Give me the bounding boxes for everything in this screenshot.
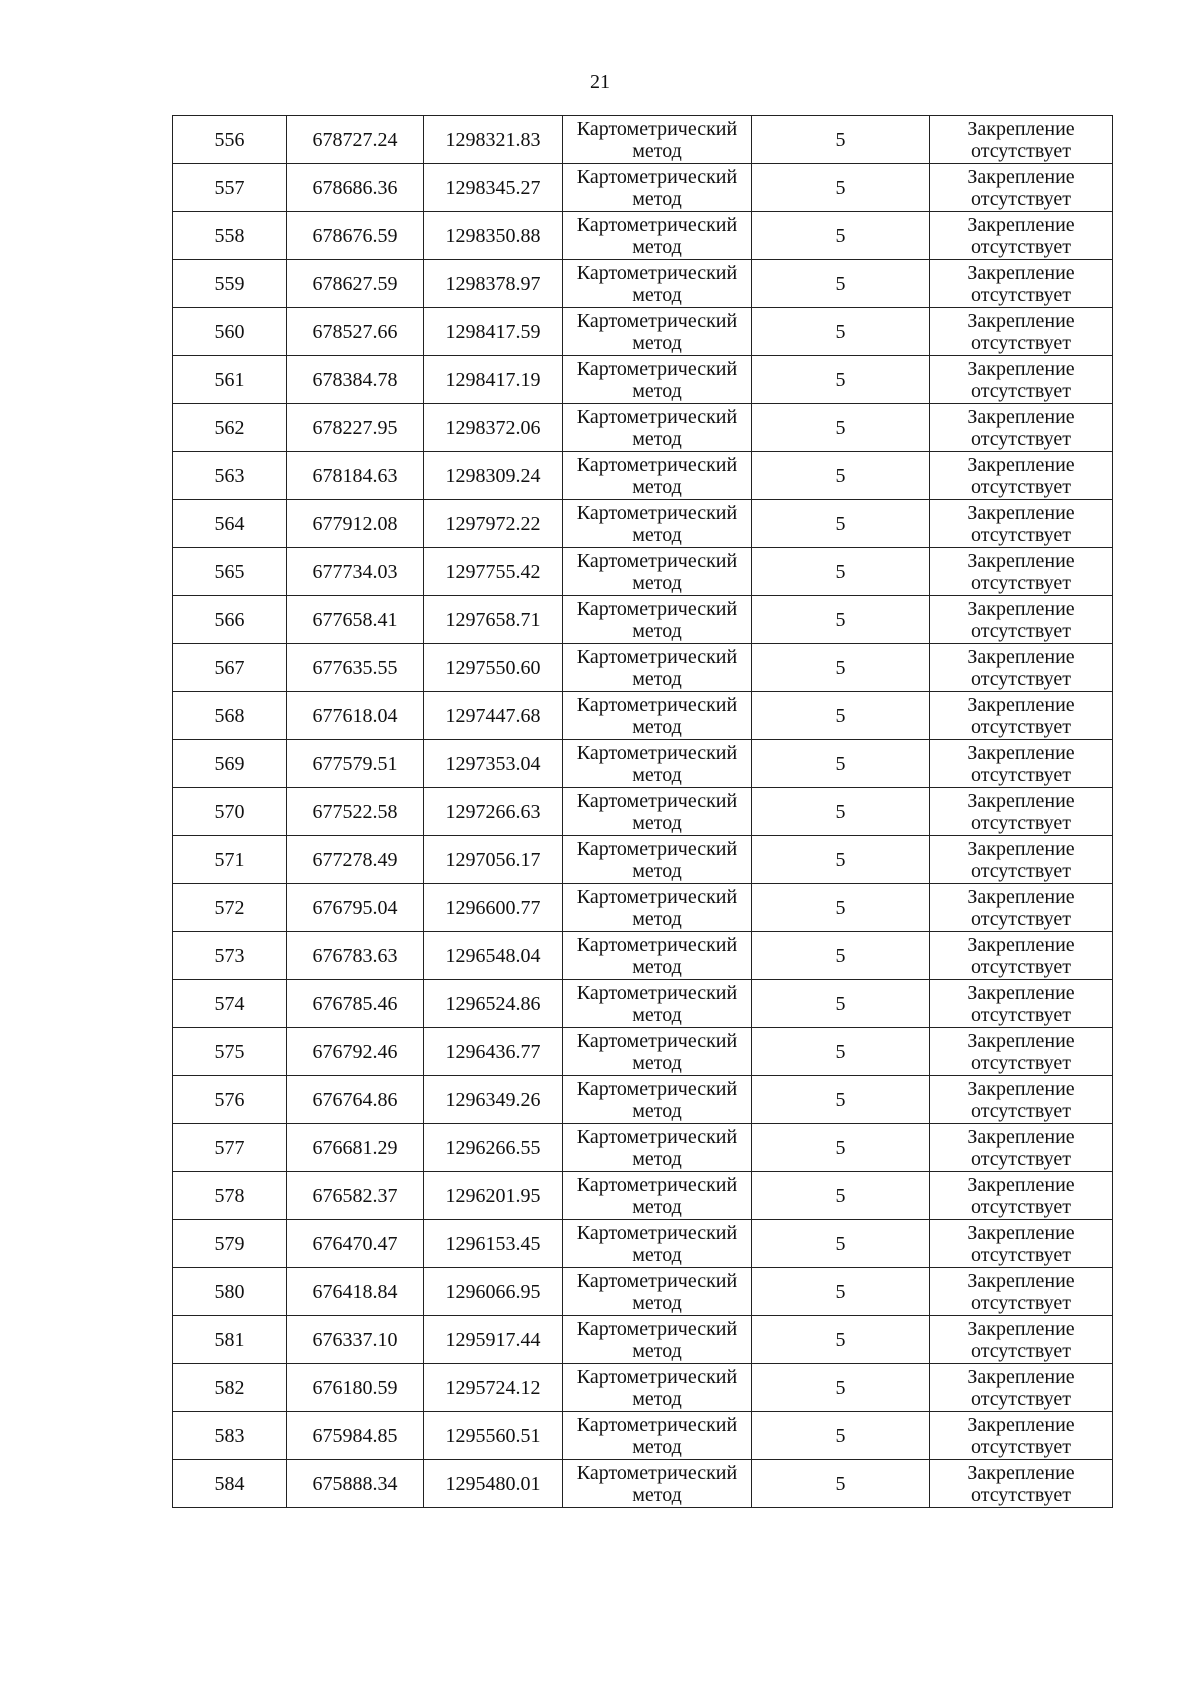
table-row: [173, 260, 1113, 308]
fixing-cell: Закрепление отсутствует: [930, 1460, 1113, 1508]
fixing-cell: Закрепление отсутствует: [930, 1268, 1113, 1316]
point-number-cell: 582: [173, 1364, 287, 1412]
fixing-cell: Закрепление отсутствует: [930, 500, 1113, 548]
x-coordinate-cell: 677734.03: [287, 548, 424, 596]
x-coordinate-cell: 678527.66: [287, 308, 424, 356]
fixing-cell: Закрепление отсутствует: [930, 788, 1113, 836]
y-coordinate-cell: 1298321.83: [424, 116, 563, 164]
table-row: [173, 692, 1113, 740]
table-row: [173, 1028, 1113, 1076]
table-row: [173, 1364, 1113, 1412]
fixing-cell: Закрепление отсутствует: [930, 1172, 1113, 1220]
y-coordinate-cell: 1297972.22: [424, 500, 563, 548]
point-number-cell: 569: [173, 740, 287, 788]
precision-cell: 5: [752, 356, 930, 404]
method-cell: Картометрический метод: [563, 1364, 752, 1412]
point-number-cell: 572: [173, 884, 287, 932]
fixing-cell: Закрепление отсутствует: [930, 596, 1113, 644]
method-cell: Картометрический метод: [563, 260, 752, 308]
precision-cell: 5: [752, 1460, 930, 1508]
fixing-cell: Закрепление отсутствует: [930, 644, 1113, 692]
method-cell: Картометрический метод: [563, 1268, 752, 1316]
precision-cell: 5: [752, 1268, 930, 1316]
precision-cell: 5: [752, 404, 930, 452]
fixing-cell: Закрепление отсутствует: [930, 980, 1113, 1028]
y-coordinate-cell: 1297658.71: [424, 596, 563, 644]
point-number-cell: 568: [173, 692, 287, 740]
table-row: [173, 980, 1113, 1028]
coordinates-table-body: [173, 116, 1113, 1508]
point-number-cell: 564: [173, 500, 287, 548]
x-coordinate-cell: 676470.47: [287, 1220, 424, 1268]
coordinates-table: [172, 115, 1113, 1508]
y-coordinate-cell: 1295917.44: [424, 1316, 563, 1364]
x-coordinate-cell: 676792.46: [287, 1028, 424, 1076]
x-coordinate-cell: 678727.24: [287, 116, 424, 164]
fixing-cell: Закрепление отсутствует: [930, 548, 1113, 596]
y-coordinate-cell: 1295724.12: [424, 1364, 563, 1412]
fixing-cell: Закрепление отсутствует: [930, 212, 1113, 260]
fixing-cell: Закрепление отсутствует: [930, 836, 1113, 884]
precision-cell: 5: [752, 692, 930, 740]
y-coordinate-cell: 1298378.97: [424, 260, 563, 308]
table-row: [173, 932, 1113, 980]
method-cell: Картометрический метод: [563, 308, 752, 356]
precision-cell: 5: [752, 452, 930, 500]
fixing-cell: Закрепление отсутствует: [930, 1412, 1113, 1460]
fixing-cell: Закрепление отсутствует: [930, 1028, 1113, 1076]
point-number-cell: 557: [173, 164, 287, 212]
x-coordinate-cell: 678686.36: [287, 164, 424, 212]
point-number-cell: 575: [173, 1028, 287, 1076]
table-row: [173, 644, 1113, 692]
fixing-cell: Закрепление отсутствует: [930, 1220, 1113, 1268]
table-row: [173, 164, 1113, 212]
precision-cell: 5: [752, 260, 930, 308]
method-cell: Картометрический метод: [563, 212, 752, 260]
table-row: [173, 116, 1113, 164]
point-number-cell: 570: [173, 788, 287, 836]
x-coordinate-cell: 676785.46: [287, 980, 424, 1028]
x-coordinate-cell: 675984.85: [287, 1412, 424, 1460]
method-cell: Картометрический метод: [563, 980, 752, 1028]
method-cell: Картометрический метод: [563, 1316, 752, 1364]
table-row: [173, 1172, 1113, 1220]
point-number-cell: 581: [173, 1316, 287, 1364]
y-coordinate-cell: 1297353.04: [424, 740, 563, 788]
method-cell: Картометрический метод: [563, 452, 752, 500]
precision-cell: 5: [752, 1412, 930, 1460]
point-number-cell: 565: [173, 548, 287, 596]
fixing-cell: Закрепление отсутствует: [930, 356, 1113, 404]
precision-cell: 5: [752, 548, 930, 596]
x-coordinate-cell: 676764.86: [287, 1076, 424, 1124]
precision-cell: 5: [752, 1124, 930, 1172]
method-cell: Картометрический метод: [563, 1460, 752, 1508]
point-number-cell: 584: [173, 1460, 287, 1508]
x-coordinate-cell: 677658.41: [287, 596, 424, 644]
y-coordinate-cell: 1297755.42: [424, 548, 563, 596]
precision-cell: 5: [752, 1364, 930, 1412]
point-number-cell: 576: [173, 1076, 287, 1124]
method-cell: Картометрический метод: [563, 932, 752, 980]
y-coordinate-cell: 1298309.24: [424, 452, 563, 500]
precision-cell: 5: [752, 788, 930, 836]
table-row: [173, 1268, 1113, 1316]
method-cell: Картометрический метод: [563, 740, 752, 788]
x-coordinate-cell: 677912.08: [287, 500, 424, 548]
y-coordinate-cell: 1296153.45: [424, 1220, 563, 1268]
point-number-cell: 577: [173, 1124, 287, 1172]
method-cell: Картометрический метод: [563, 356, 752, 404]
x-coordinate-cell: 676795.04: [287, 884, 424, 932]
point-number-cell: 563: [173, 452, 287, 500]
table-row: [173, 1460, 1113, 1508]
method-cell: Картометрический метод: [563, 1028, 752, 1076]
point-number-cell: 559: [173, 260, 287, 308]
table-row: [173, 404, 1113, 452]
x-coordinate-cell: 678184.63: [287, 452, 424, 500]
point-number-cell: 560: [173, 308, 287, 356]
y-coordinate-cell: 1297550.60: [424, 644, 563, 692]
point-number-cell: 562: [173, 404, 287, 452]
y-coordinate-cell: 1297266.63: [424, 788, 563, 836]
point-number-cell: 561: [173, 356, 287, 404]
method-cell: Картометрический метод: [563, 836, 752, 884]
table-row: [173, 1412, 1113, 1460]
y-coordinate-cell: 1296436.77: [424, 1028, 563, 1076]
fixing-cell: Закрепление отсутствует: [930, 116, 1113, 164]
table-row: [173, 356, 1113, 404]
y-coordinate-cell: 1298417.59: [424, 308, 563, 356]
table-row: [173, 1316, 1113, 1364]
precision-cell: 5: [752, 836, 930, 884]
precision-cell: 5: [752, 308, 930, 356]
y-coordinate-cell: 1296600.77: [424, 884, 563, 932]
table-row: [173, 884, 1113, 932]
y-coordinate-cell: 1298345.27: [424, 164, 563, 212]
table-row: [173, 740, 1113, 788]
y-coordinate-cell: 1298350.88: [424, 212, 563, 260]
method-cell: Картометрический метод: [563, 500, 752, 548]
y-coordinate-cell: 1296548.04: [424, 932, 563, 980]
precision-cell: 5: [752, 644, 930, 692]
y-coordinate-cell: 1296524.86: [424, 980, 563, 1028]
table-row: [173, 1076, 1113, 1124]
method-cell: Картометрический метод: [563, 548, 752, 596]
x-coordinate-cell: 675888.34: [287, 1460, 424, 1508]
point-number-cell: 580: [173, 1268, 287, 1316]
y-coordinate-cell: 1296066.95: [424, 1268, 563, 1316]
point-number-cell: 573: [173, 932, 287, 980]
fixing-cell: Закрепление отсутствует: [930, 932, 1113, 980]
y-coordinate-cell: 1298372.06: [424, 404, 563, 452]
y-coordinate-cell: 1295560.51: [424, 1412, 563, 1460]
x-coordinate-cell: 678384.78: [287, 356, 424, 404]
method-cell: Картометрический метод: [563, 1076, 752, 1124]
x-coordinate-cell: 676337.10: [287, 1316, 424, 1364]
table-row: [173, 548, 1113, 596]
point-number-cell: 571: [173, 836, 287, 884]
table-row: [173, 308, 1113, 356]
y-coordinate-cell: 1298417.19: [424, 356, 563, 404]
x-coordinate-cell: 677579.51: [287, 740, 424, 788]
x-coordinate-cell: 677618.04: [287, 692, 424, 740]
precision-cell: 5: [752, 932, 930, 980]
point-number-cell: 578: [173, 1172, 287, 1220]
y-coordinate-cell: 1297447.68: [424, 692, 563, 740]
precision-cell: 5: [752, 116, 930, 164]
fixing-cell: Закрепление отсутствует: [930, 1316, 1113, 1364]
y-coordinate-cell: 1295480.01: [424, 1460, 563, 1508]
y-coordinate-cell: 1297056.17: [424, 836, 563, 884]
page-number: 21: [590, 71, 610, 93]
method-cell: Картометрический метод: [563, 644, 752, 692]
precision-cell: 5: [752, 980, 930, 1028]
x-coordinate-cell: 678227.95: [287, 404, 424, 452]
precision-cell: 5: [752, 500, 930, 548]
method-cell: Картометрический метод: [563, 116, 752, 164]
x-coordinate-cell: 677278.49: [287, 836, 424, 884]
y-coordinate-cell: 1296266.55: [424, 1124, 563, 1172]
x-coordinate-cell: 677635.55: [287, 644, 424, 692]
x-coordinate-cell: 676783.63: [287, 932, 424, 980]
table-row: [173, 836, 1113, 884]
method-cell: Картометрический метод: [563, 1172, 752, 1220]
point-number-cell: 574: [173, 980, 287, 1028]
method-cell: Картометрический метод: [563, 164, 752, 212]
x-coordinate-cell: 678676.59: [287, 212, 424, 260]
table-row: [173, 788, 1113, 836]
point-number-cell: 558: [173, 212, 287, 260]
table-row: [173, 1220, 1113, 1268]
precision-cell: 5: [752, 212, 930, 260]
x-coordinate-cell: 676418.84: [287, 1268, 424, 1316]
point-number-cell: 566: [173, 596, 287, 644]
table-row: [173, 452, 1113, 500]
precision-cell: 5: [752, 884, 930, 932]
method-cell: Картометрический метод: [563, 884, 752, 932]
method-cell: Картометрический метод: [563, 1124, 752, 1172]
precision-cell: 5: [752, 740, 930, 788]
table-row: [173, 212, 1113, 260]
point-number-cell: 583: [173, 1412, 287, 1460]
x-coordinate-cell: 677522.58: [287, 788, 424, 836]
fixing-cell: Закрепление отсутствует: [930, 404, 1113, 452]
method-cell: Картометрический метод: [563, 1412, 752, 1460]
precision-cell: 5: [752, 1076, 930, 1124]
y-coordinate-cell: 1296201.95: [424, 1172, 563, 1220]
table-row: [173, 596, 1113, 644]
x-coordinate-cell: 676681.29: [287, 1124, 424, 1172]
point-number-cell: 567: [173, 644, 287, 692]
fixing-cell: Закрепление отсутствует: [930, 260, 1113, 308]
precision-cell: 5: [752, 1316, 930, 1364]
method-cell: Картометрический метод: [563, 596, 752, 644]
precision-cell: 5: [752, 596, 930, 644]
fixing-cell: Закрепление отсутствует: [930, 1124, 1113, 1172]
point-number-cell: 579: [173, 1220, 287, 1268]
x-coordinate-cell: 676180.59: [287, 1364, 424, 1412]
point-number-cell: 556: [173, 116, 287, 164]
precision-cell: 5: [752, 1172, 930, 1220]
precision-cell: 5: [752, 1220, 930, 1268]
precision-cell: 5: [752, 164, 930, 212]
method-cell: Картометрический метод: [563, 692, 752, 740]
fixing-cell: Закрепление отсутствует: [930, 452, 1113, 500]
table-row: [173, 1124, 1113, 1172]
fixing-cell: Закрепление отсутствует: [930, 308, 1113, 356]
fixing-cell: Закрепление отсутствует: [930, 1076, 1113, 1124]
fixing-cell: Закрепление отсутствует: [930, 164, 1113, 212]
method-cell: Картометрический метод: [563, 404, 752, 452]
x-coordinate-cell: 676582.37: [287, 1172, 424, 1220]
fixing-cell: Закрепление отсутствует: [930, 1364, 1113, 1412]
x-coordinate-cell: 678627.59: [287, 260, 424, 308]
y-coordinate-cell: 1296349.26: [424, 1076, 563, 1124]
table-row: [173, 500, 1113, 548]
method-cell: Картометрический метод: [563, 1220, 752, 1268]
fixing-cell: Закрепление отсутствует: [930, 884, 1113, 932]
fixing-cell: Закрепление отсутствует: [930, 740, 1113, 788]
precision-cell: 5: [752, 1028, 930, 1076]
fixing-cell: Закрепление отсутствует: [930, 692, 1113, 740]
method-cell: Картометрический метод: [563, 788, 752, 836]
